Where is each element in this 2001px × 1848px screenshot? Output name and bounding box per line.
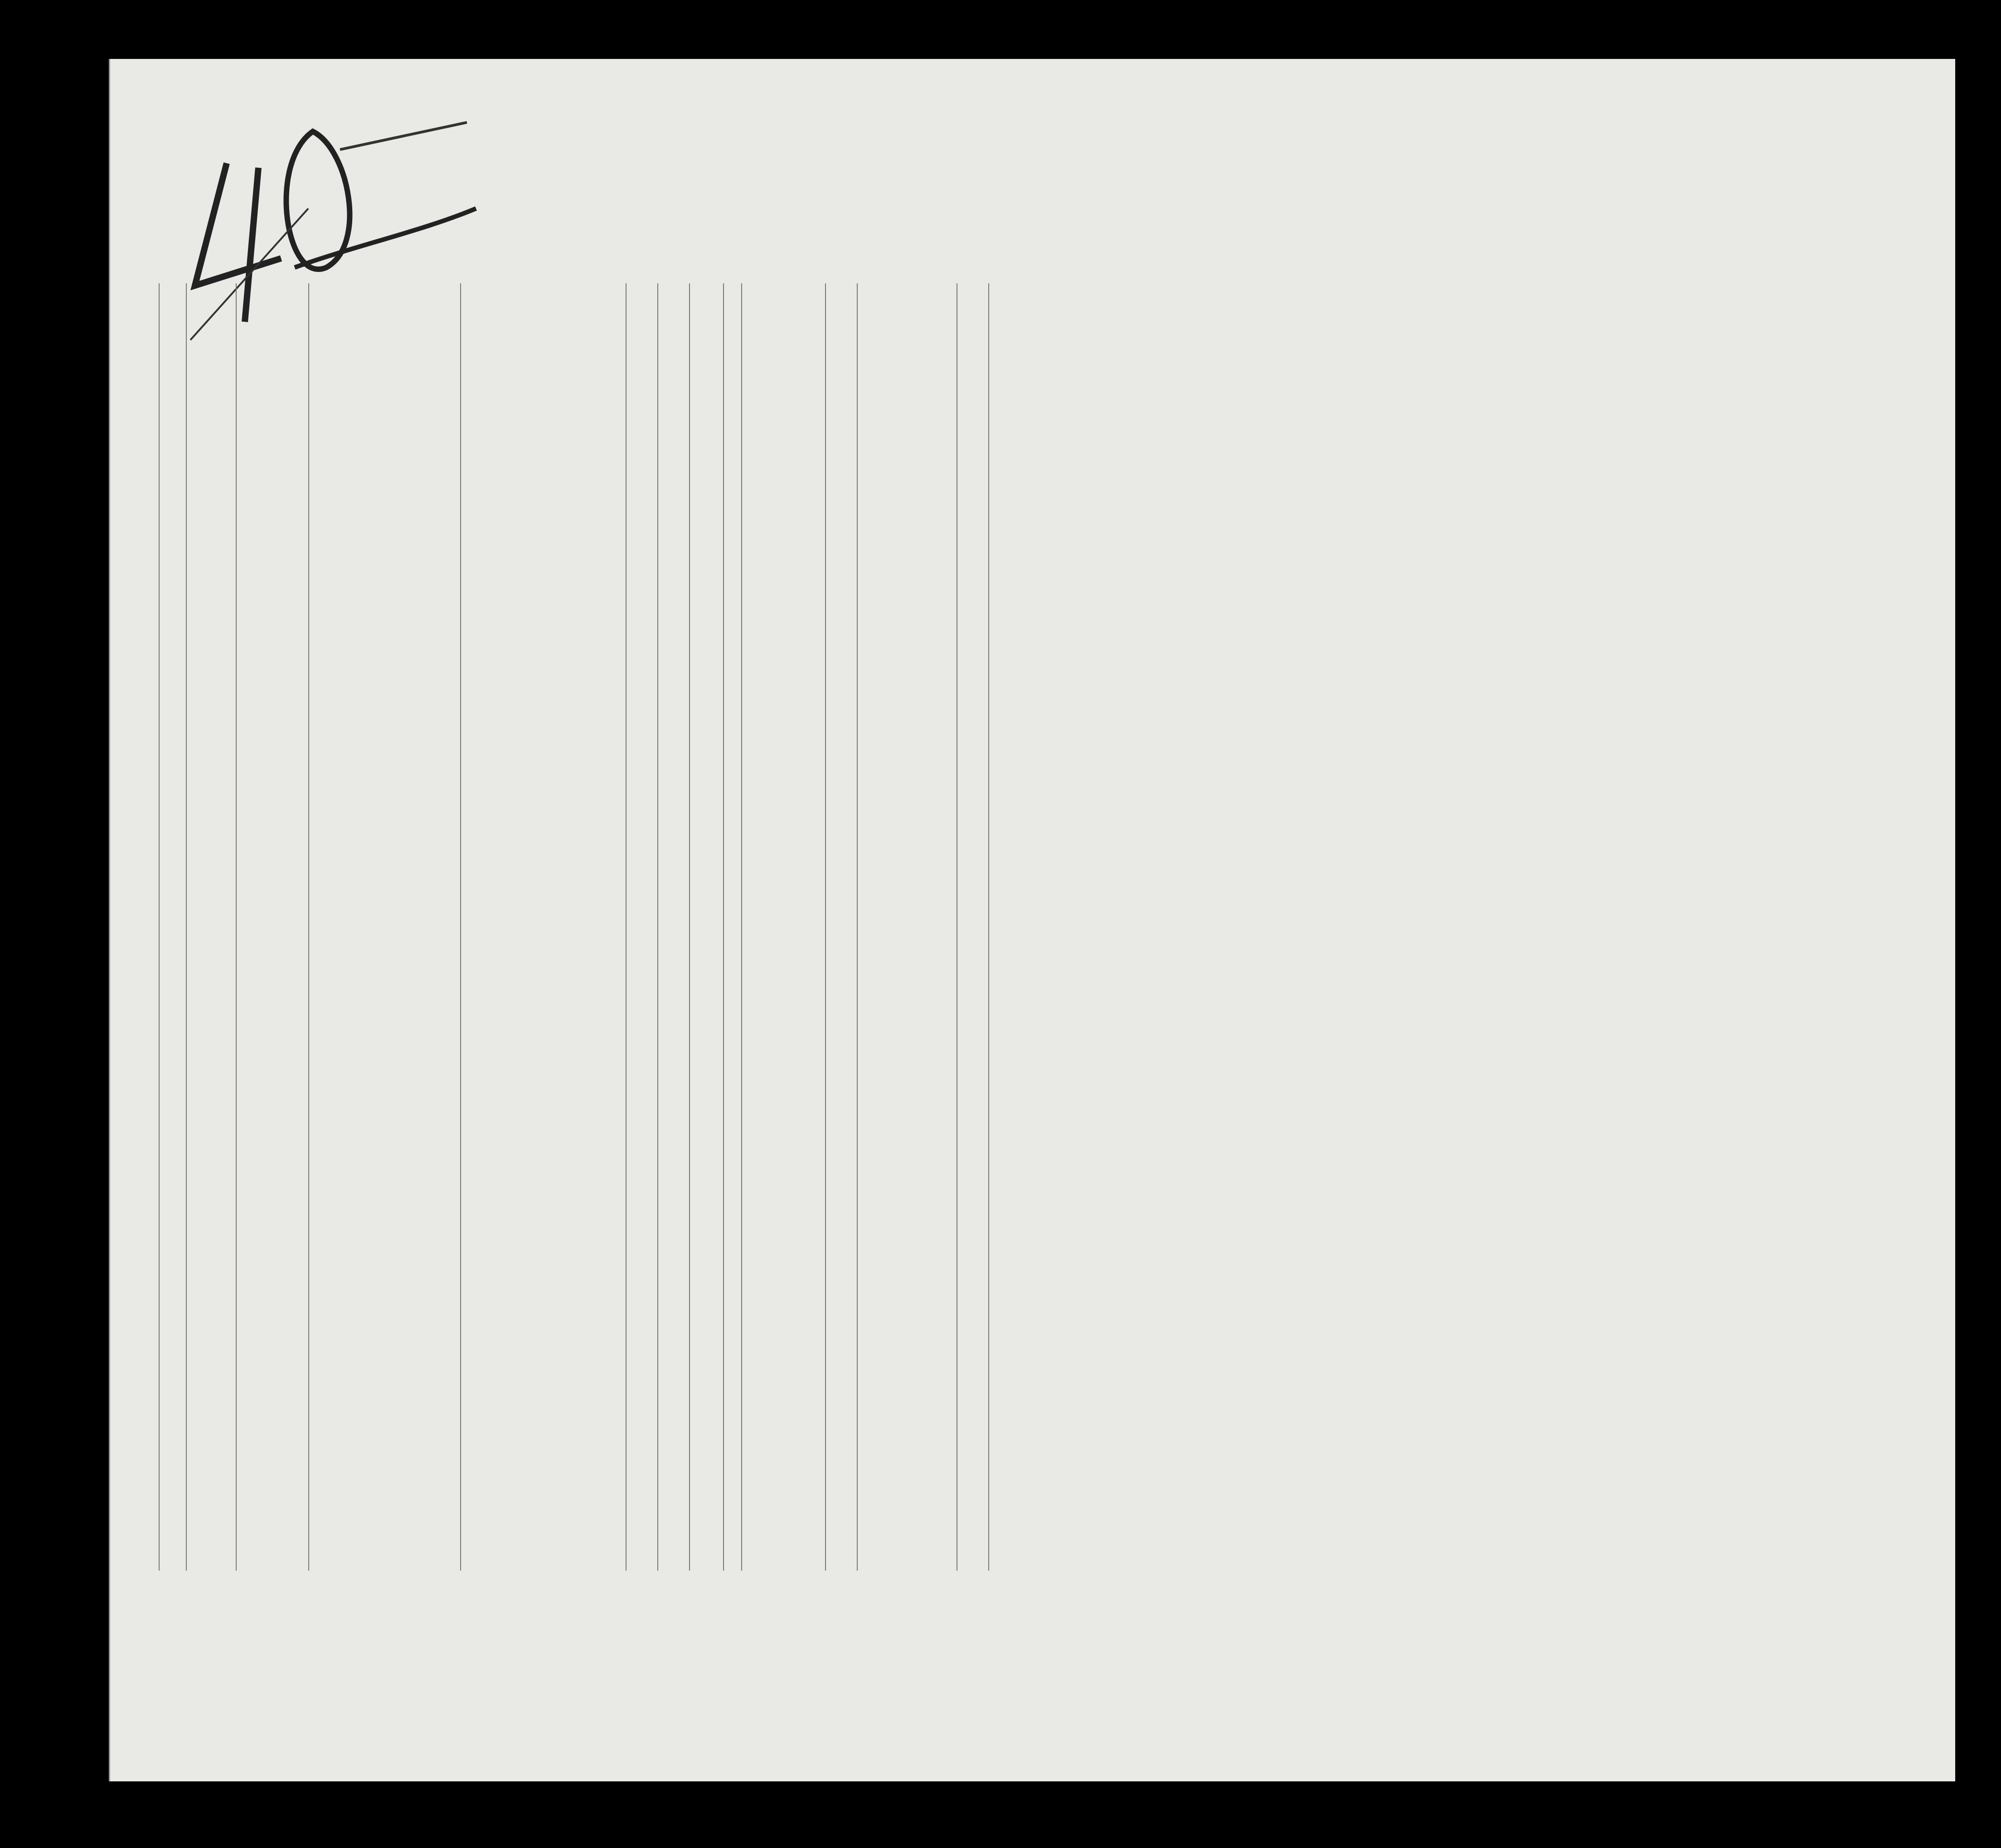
manifest-table (159, 283, 1886, 1571)
